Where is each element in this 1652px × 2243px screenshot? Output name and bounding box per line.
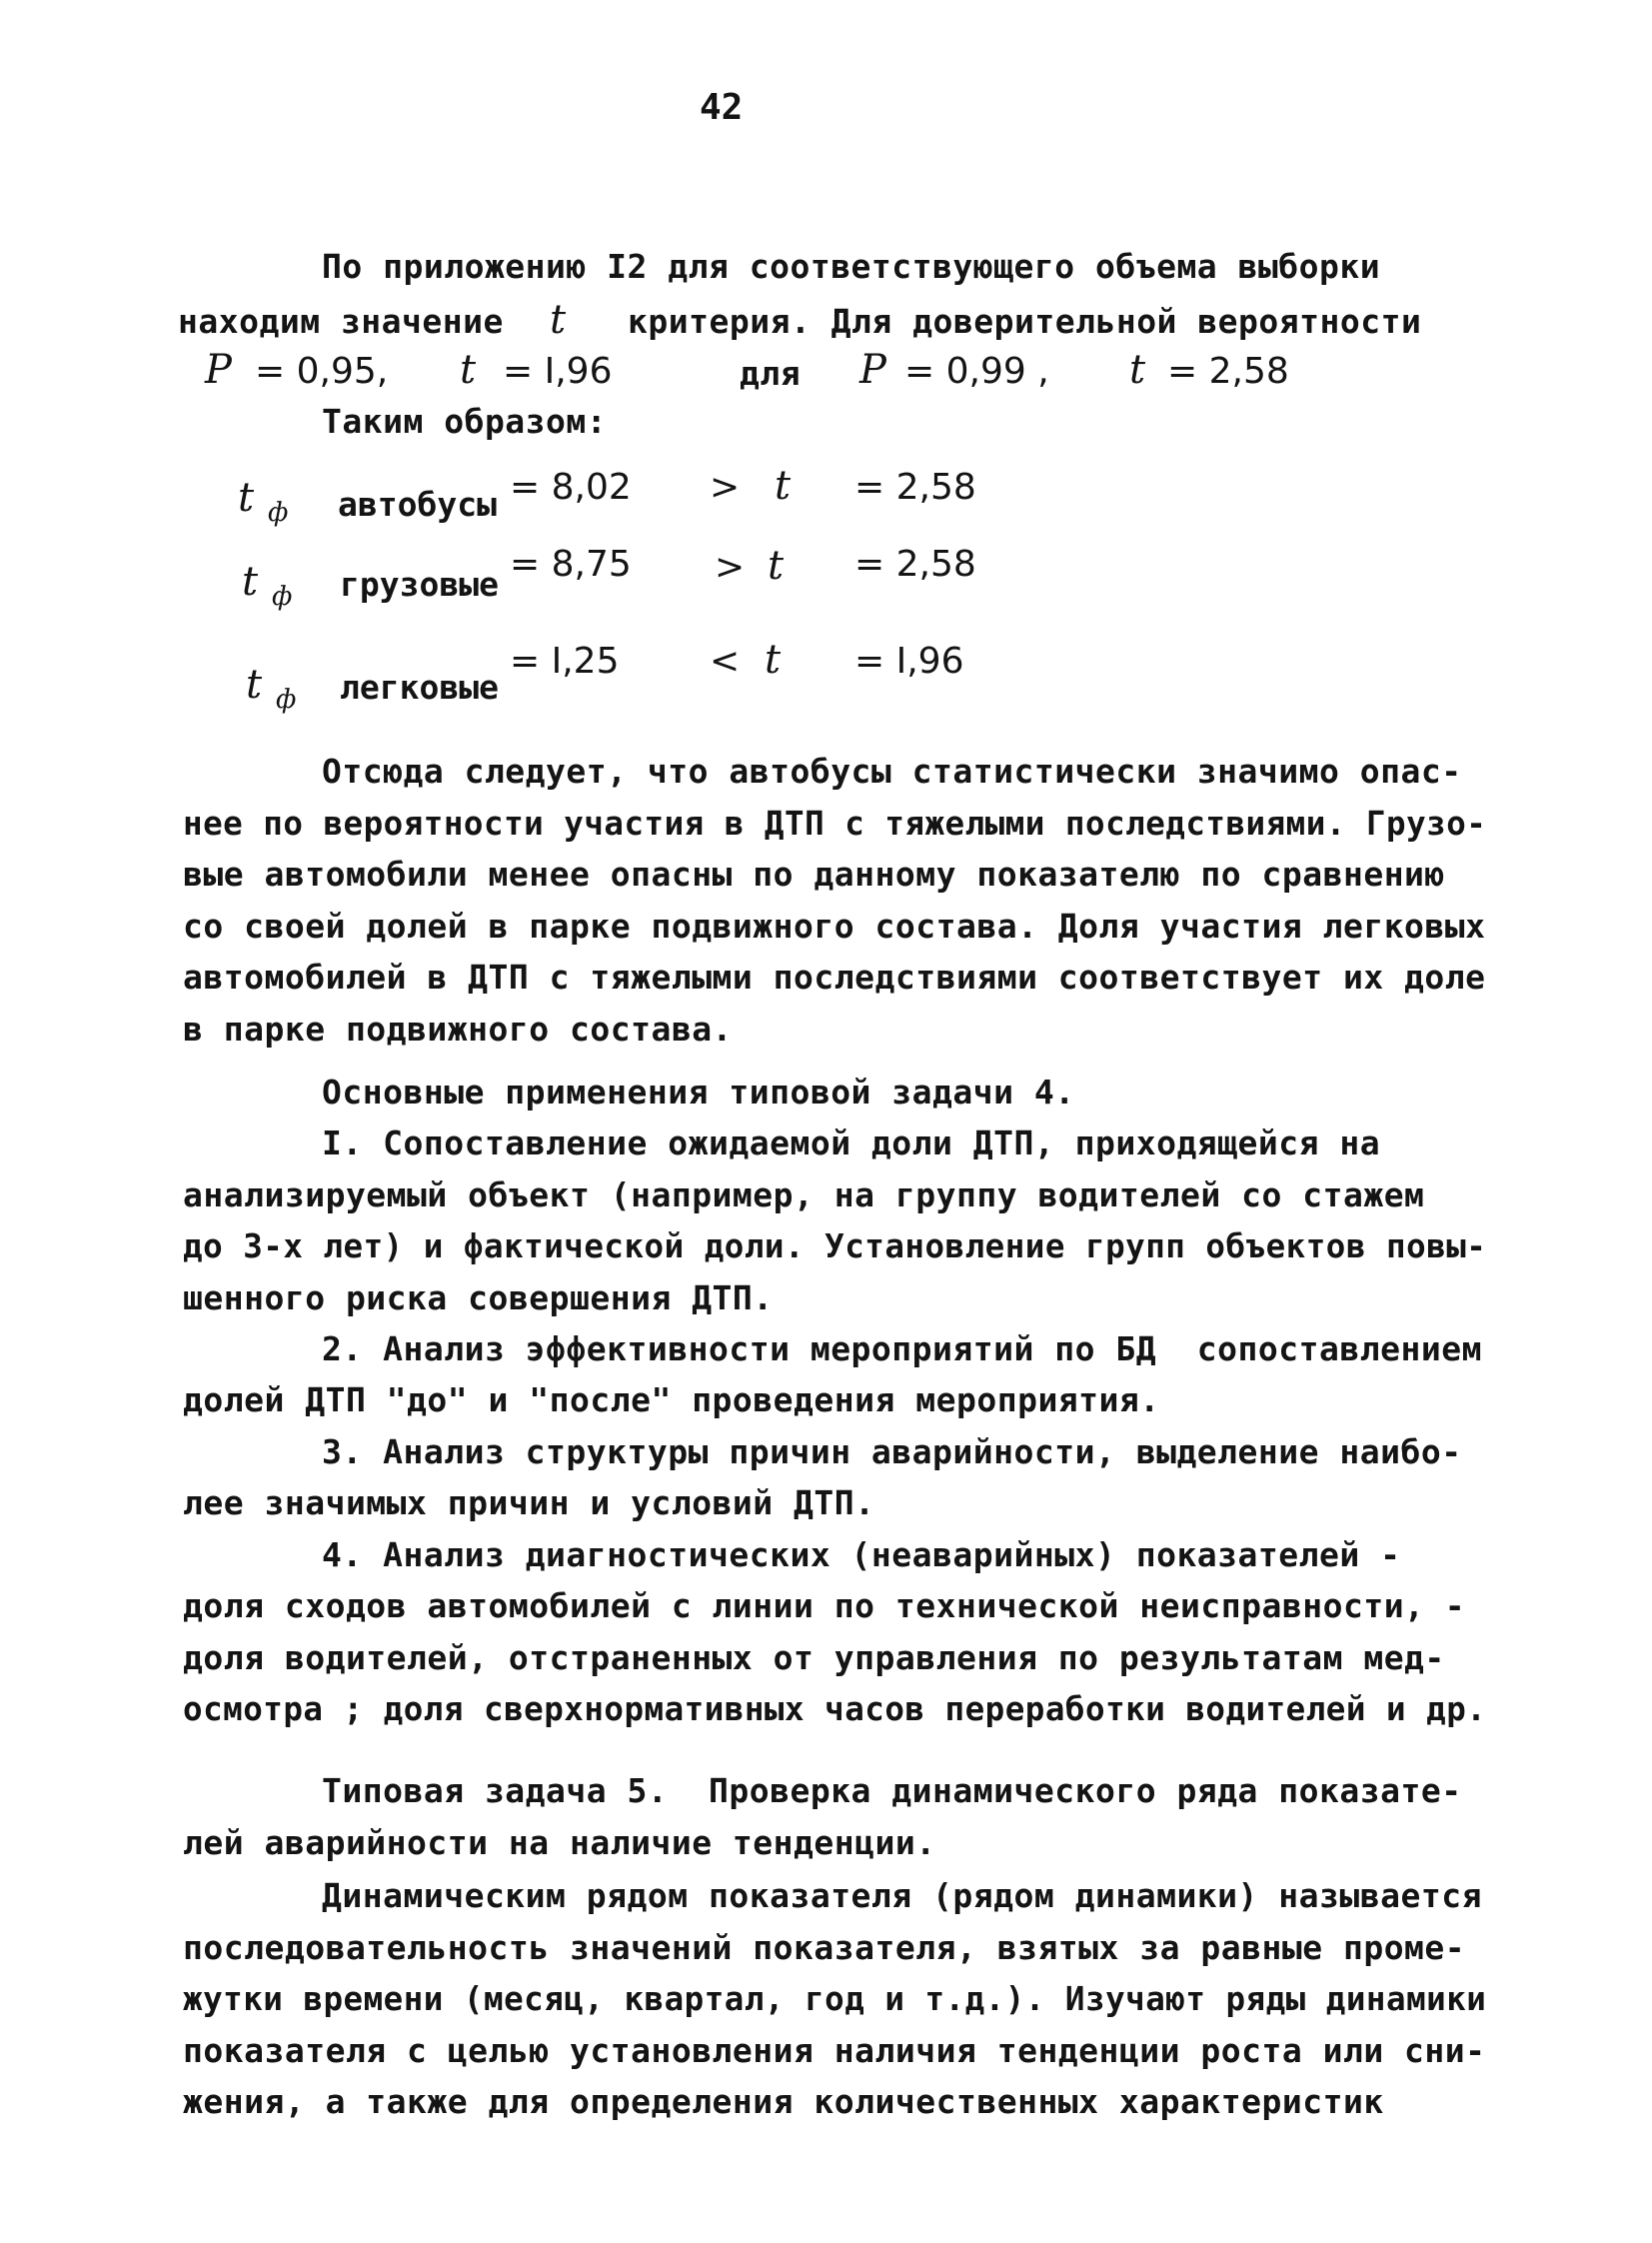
- comparison-operator: <: [710, 641, 741, 682]
- task-5-title-line: лей аварийности на наличие тенденции.: [183, 1823, 936, 1862]
- comparison-operator: >: [710, 467, 741, 508]
- page-number: 42: [700, 87, 744, 128]
- t-symbol: t: [550, 297, 567, 343]
- for-word: для: [740, 354, 802, 393]
- t-symbol: t: [1129, 347, 1146, 393]
- t-symbol: t: [768, 543, 785, 589]
- trucks-value: = 8,75: [510, 544, 632, 585]
- task-5-title-line: Типовая задача 5. Проверка динамического ряда показате-: [322, 1771, 1462, 1810]
- application-2-line: 2. Анализ эффективности мероприятий по БД сопоставлением: [322, 1329, 1482, 1368]
- task-5-body-line: жутки времени (месяц, квартал, год и т.д.). Изучают ряды динамики: [183, 1980, 1487, 2018]
- application-4-line: осмотра ; доля сверхнормативных часов переработки водителей и др.: [183, 1690, 1487, 1728]
- comparison-operator: >: [715, 547, 746, 588]
- t-actual-symbol: t: [238, 475, 255, 521]
- t-critical-value: = 2,58: [854, 544, 976, 585]
- task-5-body-line: показателя с целью установления наличия тенденции роста или сни-: [183, 2031, 1486, 2070]
- cars-value: = I,25: [510, 641, 620, 682]
- t-actual-symbol: t: [242, 559, 259, 605]
- application-4-line: доля сходов автомобилей с линии по технической неисправности, -: [183, 1586, 1466, 1625]
- conclusion-line: автомобилей в ДТП с тяжелыми последствиями соответствует их доле: [183, 958, 1486, 997]
- conclusion-line: Отсюда следует, что автобусы статистически значимо опас-: [322, 752, 1462, 791]
- actual-subscript: ф: [272, 582, 293, 612]
- intro-line-4: Таким образом:: [322, 402, 608, 441]
- conclusion-line: вые автомобили менее опасны по данному показателю по сравнению: [183, 855, 1445, 894]
- actual-subscript: ф: [276, 685, 297, 715]
- intro-line-2a: находим значение: [178, 302, 504, 341]
- conclusion-line: нее по вероятности участия в ДТП с тяжелыми последствиями. Грузо-: [183, 805, 1487, 843]
- buses-label: автобусы: [338, 485, 497, 524]
- application-3-line: 3. Анализ структуры причин аварийности, выделение наибо-: [322, 1432, 1462, 1471]
- t-symbol: t: [765, 637, 782, 683]
- application-4-line: доля водителей, отстраненных от управления по результатам мед-: [183, 1638, 1445, 1677]
- application-1-line: шенного риска совершения ДТП.: [183, 1278, 774, 1317]
- application-1-line: I. Сопоставление ожидаемой доли ДТП, приходящейся на: [322, 1123, 1381, 1162]
- t-actual-symbol: t: [246, 662, 263, 708]
- p-value-1: = 0,95,: [255, 351, 389, 392]
- application-4-line: 4. Анализ диагностических (неаварийных) показателей -: [322, 1535, 1401, 1574]
- task-5-body-line: жения, а также для определения количественных характеристик: [183, 2082, 1384, 2121]
- applications-title: Основные применения типовой задачи 4.: [322, 1073, 1075, 1112]
- application-2-line: долей ДТП "до" и "после" проведения мероприятия.: [183, 1380, 1160, 1419]
- trucks-label: грузовые: [340, 565, 499, 604]
- p-symbol: P: [859, 347, 886, 393]
- conclusion-line: в парке подвижного состава.: [183, 1010, 733, 1049]
- t-critical-value: = I,96: [854, 641, 964, 682]
- actual-subscript: ф: [268, 498, 289, 528]
- t-critical-value: = 2,58: [854, 467, 976, 508]
- buses-value: = 8,02: [510, 467, 632, 508]
- intro-line-2b: критерия. Для доверительной вероятности: [628, 302, 1422, 341]
- application-1-line: анализируемый объект (например, на группу водителей со стажем: [183, 1175, 1425, 1214]
- conclusion-line: со своей долей в парке подвижного состава. Доля участия легковых: [183, 907, 1486, 946]
- p-value-2: = 0,99 ,: [904, 351, 1049, 392]
- t-value-1: = I,96: [503, 351, 613, 392]
- intro-line-1: По приложению I2 для соответствующего объема выборки: [322, 247, 1381, 286]
- task-5-body-line: Динамическим рядом показателя (рядом динамики) называется: [322, 1876, 1482, 1915]
- p-symbol: P: [205, 347, 232, 393]
- t-symbol: t: [460, 347, 477, 393]
- t-value-2: = 2,58: [1167, 351, 1289, 392]
- application-3-line: лее значимых причин и условий ДТП.: [183, 1483, 875, 1522]
- task-5-body-line: последовательность значений показателя, взятых за равные проме-: [183, 1928, 1466, 1967]
- cars-label: легковые: [340, 668, 499, 707]
- t-symbol: t: [775, 463, 792, 509]
- application-1-line: до 3-х лет) и фактической доли. Установление групп объектов повы-: [183, 1227, 1487, 1265]
